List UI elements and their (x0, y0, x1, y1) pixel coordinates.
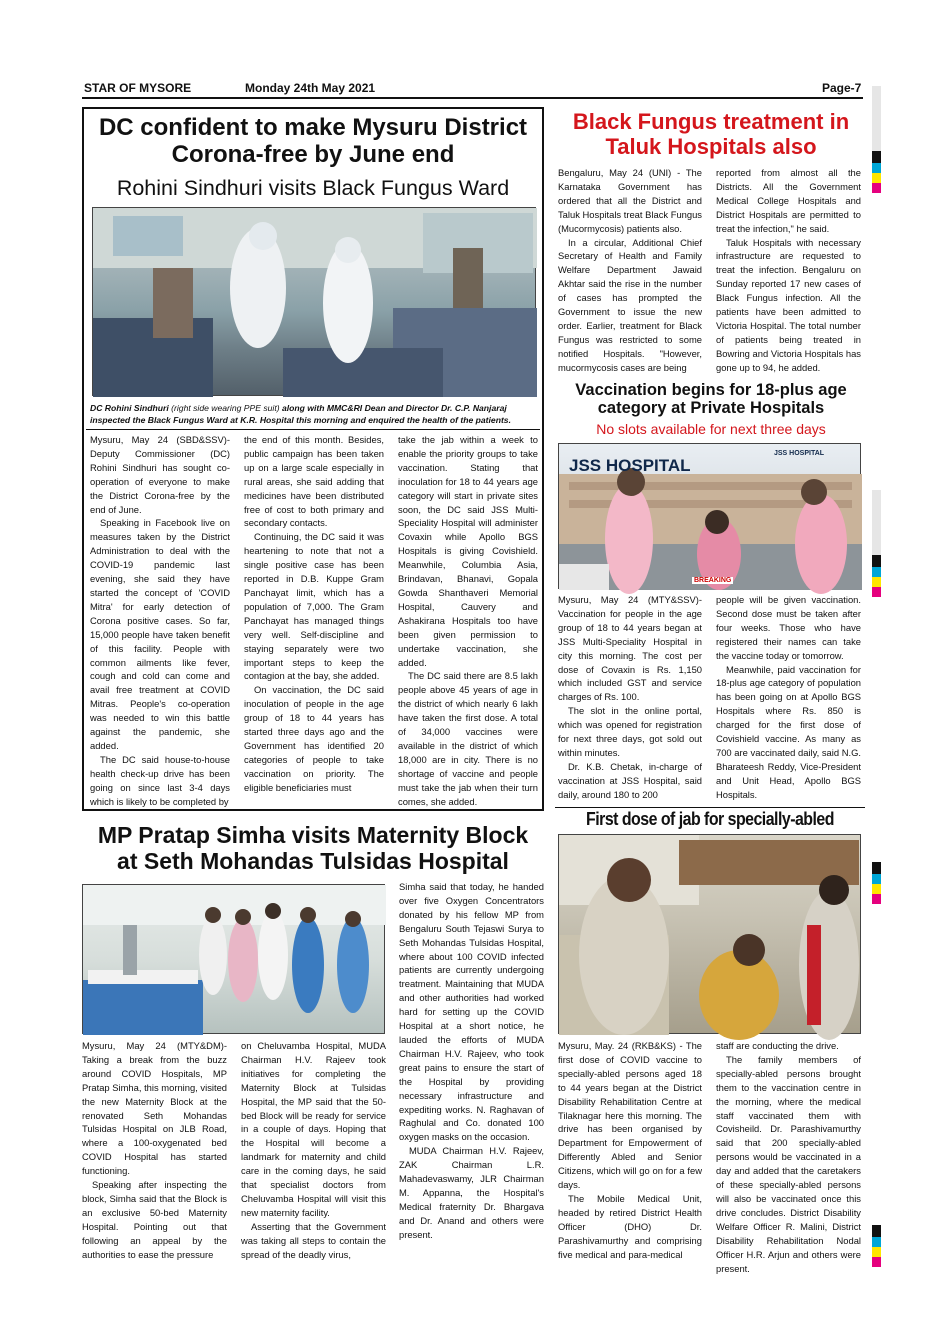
fungus-headline-line1: Black Fungus treatment in (572, 109, 850, 134)
maternity-block-photo (82, 884, 385, 1034)
maternity-headline-line1: MP Pratap Simha visits Maternity Block (97, 822, 529, 848)
registration-magenta-mark (872, 587, 881, 597)
registration-magenta-mark (872, 1257, 881, 1267)
dc-headline (86, 115, 540, 169)
registration-cyan-mark (872, 1237, 881, 1247)
paragraph: Mysuru, May 24 (SBD&SSV)- Deputy Commissioner (DC) Rohini Sindhuri has sought co-operation of everyone to make the District Corona-free by the end of June. (90, 434, 230, 515)
maternity-column-1 (82, 1039, 227, 1264)
registration-black-mark (872, 862, 881, 874)
registration-black-mark (872, 555, 881, 567)
paragraph: Taluk Hospitals with necessary infrastructure are requested to treat the infection. Bengaluru on Sunday reported 17 new cases of Black Fungus infection. All the patients have been admitted to Victoria Hospital. The total number of patients being treated in Bowring and Victoria Hospitals has gone up to 94, he added. (716, 236, 861, 373)
paragraph: On vaccination, the DC said inoculation of people in the age group of 18 to 44 years has started three days ago and the Government has identified 20 categories of people to take vaccination on priority. The eligible beneficiaries must (244, 684, 384, 793)
paragraph: Meanwhile, paid vaccination for 18-plus age category of population has been going on at Apollo BGS Hospitals where Rs. 850 is charged for the first dose of Covishield vaccine. As many as 700 are vaccinated daily, said N.G. Bharateesh Reddy, Vice-President and Unit Head, Apollo BGS Hospitals. (716, 663, 861, 800)
paragraph: The family members of specially-abled persons brought them to the vaccination centre in the morning, where the medical staff vaccinated them with Covisheild. Dr. Parashivamurthy said that 200 specially-abled persons would be vaccinated in a day and added that the caretakers of these specially-abled persons will also be vaccinated once this drive concludes. District Disability Welfare Officer R. Malini, District Disability Rehabilitation Nodal Officer H.R. Arjun and others were present. (716, 1053, 861, 1274)
registration-cyan-mark (872, 567, 881, 577)
caption-rule (86, 429, 540, 430)
vaccination-headline-line1: Vaccination begins for 18-plus age (575, 381, 847, 399)
paragraph: The slot in the online portal, which was opened for registration for next three days, got sold out within minutes. (558, 705, 702, 758)
paragraph: Continuing, the DC said it was heartening to note that not a single positive case has been reported in D.B. Kuppe Gram Panchayat limit, which has a population of 7,000. The Gram Panchayat has managed things very well. Self-discipline and staying separately were two important steps to keep the contagion at the bay, she added. (244, 531, 384, 682)
dc-column-3 (398, 433, 538, 811)
paragraph: Speaking after inspecting the block, Simha said that the Block is an exclusive 50-bed Maternity Hospital. Pointing out that following an appeal by the authorities to ease the pressure (82, 1179, 227, 1260)
paragraph: The Mobile Medical Unit, headed by retired District Health Officer (DHO) Dr. Parashivamurthy and comprising five medical and para-medical (558, 1192, 702, 1260)
fungus-column-2 (716, 166, 861, 376)
dc-headline-line2: Corona-free by June end (171, 140, 455, 168)
fungus-headline-line2: Taluk Hospitals also (605, 133, 817, 159)
masthead-name: STAR OF MYSORE (84, 81, 192, 95)
black-fungus-ward-photo (92, 207, 536, 396)
caption-aside: (right side wearing PPE suit) (168, 403, 282, 413)
registration-magenta-mark (872, 894, 881, 904)
page-number: Page-7 (822, 81, 862, 95)
vaccination-headline (555, 381, 867, 418)
paragraph: Asserting that the Government was taking all steps to contain the spread of the deadly virus, (241, 1220, 386, 1260)
specially-abled-column-2 (716, 1039, 861, 1274)
paragraph: take the jab within a week to enable the priority groups to take vaccination. Stating that inoculation for 18 to 44 years age category will start in private sites soon, the DC said JSS Multi-Speciality Hospital will administer Covaxin while Apollo BGS Hospitals is giving Covishield. Meanwhile, Columbia Asia, Brindavan, Bhanavi, Gopala Gowda Shanthaveri Memorial Hospital, Cauvery and Ashakirana Hospitals too have been given permission to undertake vaccination, she added. (398, 434, 538, 668)
paragraph: Dr. K.B. Chetak, in-charge of vaccination at JSS Hospital, said daily, around 180 to 200 (558, 760, 702, 800)
dc-photo-caption (90, 402, 538, 427)
caption-text: along with MMC&RI Dean and Director Dr. C.P. Nanjaraj inspected the Black Fungus Ward at K.R. Hospital this morning and enquired the health of the patients. (90, 403, 511, 426)
paragraph: MUDA Chairman H.V. Rajeev, ZAK Chairman L.R. Mahadevaswamy, JLR Chairman M. Appanna, the Hospital's Medical fraternity Dr. Bhargava and Dr. Anand and others were present. (399, 1145, 544, 1240)
vaccination-headline-line2: category at Private Hospitals (597, 399, 825, 418)
paragraph: Mysuru, May. 24 (RKB&KS) - The first dose of COVID vaccine to specially-abled persons aged 18 to 44 years began at the District Disability Rehabilitation Centre at Tilaknagar here this morning. The drive has been organised by Department for Empowerment of Differently Abled and Senior Citizens, which will go on for a few days. (558, 1040, 702, 1191)
paragraph: the end of this month. Besides, public campaign has been taken up on a large scale especially in rural areas, she said adding that medicines have been distributed free of cost to both primary and secondary contacts. (244, 434, 384, 529)
maternity-column-3 (399, 880, 544, 1264)
registration-yellow-mark (872, 173, 881, 183)
paragraph: Simha said that today, he handed over five Oxygen Concentrators donated by his fellow MP from Bengaluru South Tejaswi Surya to Seth Mohandas Tulsidas Hospital, where about 100 COVID infected patients are currently undergoing treatment. Maintaining that MUDA and other authorities had worked hard for setting up the COVID Hospital at a short notice, he lauded the efforts of MUDA Chairman H.V. Rajeev, who took great pains to ensure the start of the Hospital by providing necessary infrastructure and expediting works. N. Raghavan of Raghulal and Co. donated 100 oxygen masks on the occasion. (399, 881, 544, 1143)
registration-yellow-mark (872, 884, 881, 894)
header-rule (82, 97, 863, 99)
photo-hospital-sign-small: JSS HOSPITAL (774, 450, 825, 457)
vaccination-column-1 (558, 593, 702, 803)
issue-date: Monday 24th May 2021 (245, 81, 376, 95)
registration-yellow-mark (872, 577, 881, 587)
paragraph: Bengaluru, May 24 (UNI) - The Karnataka Government has ordered that all the District and Taluk Hospitals treat Black Fungus (Mucormycosis) patients also. (558, 167, 702, 234)
registration-grey-bar (872, 86, 881, 151)
registration-grey-bar (872, 490, 881, 555)
registration-cyan-mark (872, 163, 881, 173)
specially-abled-photo (558, 834, 861, 1034)
paragraph: on Cheluvamba Hospital, MUDA Chairman H.V. Rajeev took initiatives for completing the Maternity Block at Tulsidas Hospital, the MP said that the 50-bed Block will be ready for service in a couple of days. Hoping that the Hospital will become a landmark for maternity and child care in the coming days, he said that specialist doctors from Cheluvamba Hospital will visit this new maternity facility. (241, 1040, 386, 1218)
paragraph: The DC said there are 8.5 lakh people above 45 years of age in the district of which nearly 6 lakh have taken the first dose. A total of 34,000 vaccines were available in the district of which 18,000 are in city. There is no shortage of vaccine and people must take the jab when their turn comes, she added. (398, 670, 538, 807)
maternity-headline-line2: at Seth Mohandas Tulsidas Hospital (117, 847, 509, 874)
photo-hospital-sign: JSS HOSPITAL (569, 456, 691, 475)
caption-name: DC Rohini Sindhuri (90, 403, 169, 413)
paragraph: Mysuru, May 24 (MTY&DM)- Taking a break from the buzz around COVID Hospitals, MP Pratap Simha, this morning, visited the new Maternity Block at the renovated Seth Mohandas Tulsidas Hospital on JLB Road, where a 100-oxygenated bed COVID Hospital has started functioning. (82, 1040, 227, 1177)
dc-column-2 (244, 433, 384, 811)
vaccination-subhead: No slots available for next three days (596, 421, 826, 437)
dc-headline-line1: DC confident to make Mysuru District (98, 114, 528, 141)
fungus-headline (555, 110, 867, 159)
paragraph: Mysuru, May 24 (MTY&SSV)- Vaccination for people in the age group of 18 to 44 years began at JSS Multi-Speciality Hospital in city this morning. The cost per dose of Covaxin is Rs. 1,150 which included GST and service charges of Rs. 100. (558, 594, 702, 703)
paragraph: reported from almost all the Districts. All the Government Medical College Hospitals and District Hospitals are permitted to treat the infection," he said. (716, 167, 861, 234)
paragraph: In a circular, Additional Chief Secretary of Health and Family Welfare Department Jawaid Akhtar said the rise in the number of cases has prompted the Government to issue the new order. Earlier, treatment for Black Fungus was restricted to some notified Hospitals. "However, mucormycosis cases are being (558, 236, 702, 373)
specially-abled-column-1 (558, 1039, 702, 1264)
registration-magenta-mark (872, 183, 881, 193)
paragraph: staff are conducting the drive. (716, 1040, 839, 1051)
maternity-column-2 (241, 1039, 386, 1264)
vaccination-column-2 (716, 593, 861, 803)
fungus-column-1 (558, 166, 702, 376)
dc-column-1 (90, 433, 230, 811)
registration-black-mark (872, 151, 881, 163)
paragraph: The DC said house-to-house health check-up drive has been going on since last 3-4 days which is likely to be completed by (90, 753, 230, 807)
registration-cyan-mark (872, 874, 881, 884)
registration-black-mark (872, 1225, 881, 1237)
dc-subhead: Rohini Sindhuri visits Black Fungus Ward (116, 176, 510, 200)
jss-hospital-photo (558, 443, 861, 589)
photo-breaking-tag: BREAKING (694, 577, 732, 584)
specially-abled-headline: First dose of jab for specially-abled (586, 808, 834, 829)
paragraph: Speaking in Facebook live on measures taken by the District Administration to deal with the COVID-19 pandemic last evening, she said they have started the concept of 'COVID Mitra' for early detection of Corona positive cases. So far, 15,000 people have taken benefit of this facility. People with common ailments like fever, cough and cold can come and avail free treatment at COVID Mitras. People's co-operation was needed to win this battle against the pandemic, she added. (90, 517, 230, 751)
maternity-headline (82, 823, 544, 875)
paragraph: people will be given vaccination. Second dose must be taken after four weeks. Those who have registered their names can take the vaccine today or tomorrow. (716, 594, 861, 661)
registration-yellow-mark (872, 1247, 881, 1257)
